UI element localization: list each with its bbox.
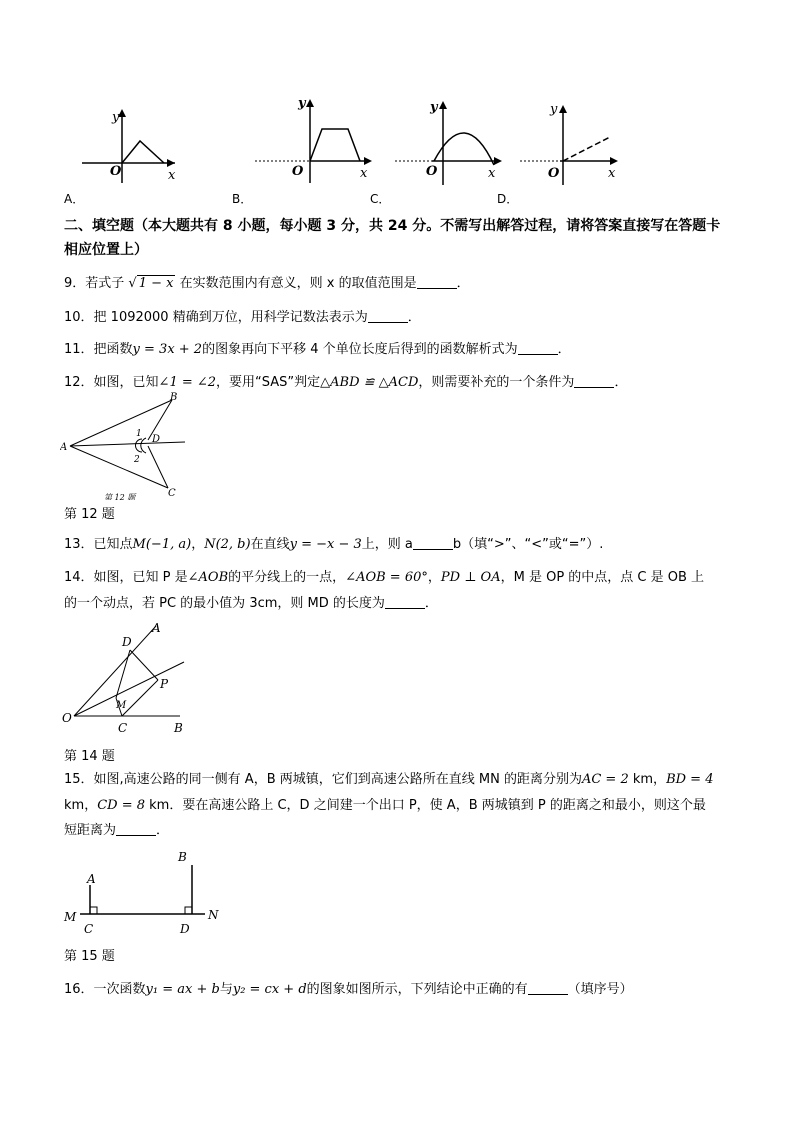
svg-text:x: x [488, 166, 496, 181]
svg-text:A: A [87, 872, 96, 886]
question-13: 13．已知点M(−1, a)，N(2, b)在直线y = −x − 3上，则 a b（填“>”、“<”或“=”）. [64, 537, 604, 552]
graph-c [395, 100, 502, 185]
svg-text:B: B [178, 850, 187, 864]
answer-blank [385, 594, 425, 609]
option-d-label: D． [497, 192, 519, 206]
svg-text:A: A [60, 442, 68, 453]
question-15-line-3: 短距离为 ． [64, 823, 170, 838]
graph-d [520, 102, 618, 185]
svg-text:O: O [62, 711, 72, 725]
svg-text:y: y [112, 110, 120, 125]
svg-text:O: O [548, 166, 560, 181]
svg-text:2: 2 [134, 455, 140, 465]
svg-text:M: M [116, 700, 127, 711]
caption-12: 第 12 题 [64, 507, 115, 522]
svg-text:O: O [426, 164, 438, 179]
question-14-line-1: 14．如图，已知 P 是∠AOB的平分线上的一点，∠AOB = 60°，PD ⊥ OA，M 是 OP 的中点，点 C 是 OB 上 [64, 570, 705, 585]
question-10: 10．把 1092000 精确到万位，用科学记数法表示为 ． [64, 310, 421, 325]
question-15-line-1: 15．如图,高速公路的同一侧有 A，B 两城镇，它们到高速公路所在直线 MN 的距离分别为AC = 2 km，BD = 4 [64, 772, 714, 787]
question-11: 11．把函数y = 3x + 2的图象再向下平移 4 个单位长度后得到的函数解析式为 ． [64, 342, 571, 357]
svg-text:x: x [360, 166, 368, 181]
graph-b [255, 96, 372, 183]
figure-14 [60, 618, 200, 742]
answer-blank [417, 274, 457, 289]
svg-text:第 12 题: 第 12 题 [104, 493, 136, 500]
svg-text:y: y [550, 102, 558, 117]
option-a-label: A． [64, 192, 85, 206]
svg-text:C: C [118, 721, 128, 735]
svg-text:C: C [84, 922, 94, 936]
svg-text:B: B [170, 392, 178, 403]
question-12: 12．如图，已知∠1 = ∠2，要用“SAS”判定△ABD ≌ △ACD，则需要补充的一个条件为 ． [64, 375, 628, 390]
answer-blank [413, 535, 453, 550]
answer-blank [528, 980, 568, 995]
option-c-label: C． [370, 192, 391, 206]
figure-12 [60, 392, 200, 500]
svg-text:D: D [122, 635, 132, 649]
figure-15 [60, 845, 230, 940]
svg-text:D: D [152, 434, 161, 445]
question-14-line-2: 的一个动点，若 PC 的最小值为 3cm，则 MD 的长度为 ． [64, 596, 438, 611]
option-b-label: B． [232, 192, 253, 206]
svg-text:B: B [174, 721, 183, 735]
svg-text:N: N [208, 908, 219, 922]
svg-text:y: y [430, 100, 438, 115]
answer-blank [574, 373, 614, 388]
svg-text:x: x [168, 168, 176, 183]
svg-text:x: x [608, 166, 616, 181]
svg-text:y: y [298, 96, 306, 111]
caption-15: 第 15 题 [64, 949, 115, 964]
svg-text:M: M [64, 910, 77, 924]
svg-text:O: O [292, 164, 304, 179]
svg-text:O: O [110, 164, 122, 179]
svg-text:A: A [152, 621, 161, 635]
svg-text:1: 1 [136, 429, 142, 439]
svg-text:D: D [180, 922, 190, 936]
answer-blank [518, 340, 558, 355]
answer-blank [368, 308, 408, 323]
question-9: 9．若式子 √ 1 − x 在实数范围内有意义，则 x 的取值范围是 ． [64, 276, 470, 291]
svg-text:C: C [168, 488, 176, 499]
graph-a [82, 109, 176, 183]
question-15-line-2: km，CD = 8 km．要在高速公路上 C，D 之间建一个出口 P，使 A，B 两城镇到 P 的距离之和最小，则这个最 [64, 798, 706, 813]
option-graphs [60, 95, 740, 195]
svg-text:P: P [160, 677, 169, 691]
answer-blank [116, 821, 156, 836]
section-2-title: 二、填空题（本大题共有 8 小题，每小题 3 分，共 24 分。不需写出解答过程，请将答案直接写在答题卡相应位置上） [64, 218, 721, 258]
caption-14: 第 14 题 [64, 749, 115, 764]
question-16: 16．一次函数y₁ = ax + b与y₂ = cx + d的图象如图所示，下列结论中正确的有 （填序号） [64, 982, 633, 997]
